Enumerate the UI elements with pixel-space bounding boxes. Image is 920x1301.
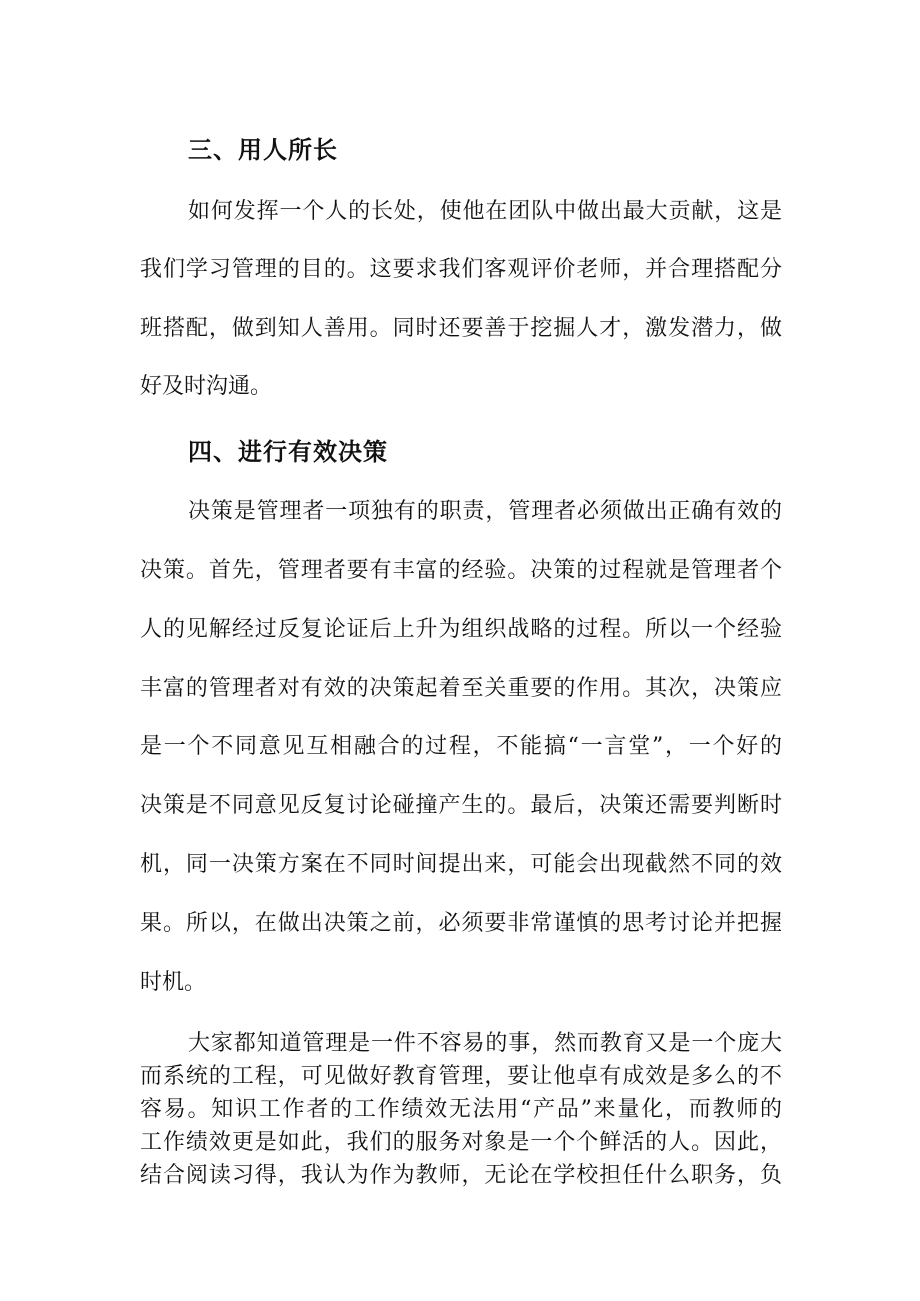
closing-paragraph-line: 容易。知识工作者的工作绩效无法用“产品”来量化，而教师的 bbox=[140, 1097, 782, 1122]
paragraph-line: 如何发挥一个人的长处，使他在团队中做出最大贡献，这是 bbox=[188, 199, 782, 224]
paragraph-line: 是一个不同意见互相融合的过程，不能搞“一言堂”，一个好的 bbox=[140, 734, 782, 759]
paragraph-line: 我们学习管理的目的。这要求我们客观评价老师，并合理搭配分 bbox=[140, 257, 782, 282]
paragraph-line: 好及时沟通。 bbox=[140, 374, 273, 399]
closing-paragraph-line: 大家都知道管理是一件不容易的事，然而教育又是一个庞大 bbox=[188, 1031, 782, 1056]
paragraph-line: 果。所以，在做出决策之前，必须要非常谨慎的思考讨论并把握 bbox=[140, 911, 782, 936]
paragraph-line: 人的见解经过反复论证后上升为组织战略的过程。所以一个经验 bbox=[140, 617, 782, 642]
paragraph-line: 时机。 bbox=[140, 970, 207, 995]
closing-paragraph-line: 结合阅读习得，我认为作为教师，无论在学校担任什么职务，负 bbox=[140, 1163, 782, 1188]
closing-paragraph-line: 工作绩效更是如此，我们的服务对象是一个个鲜活的人。因此， bbox=[140, 1130, 782, 1155]
paragraph-line: 决策是管理者一项独有的职责，管理者必须做出正确有效的 bbox=[188, 499, 782, 524]
paragraph-line: 决策。首先，管理者要有丰富的经验。决策的过程就是管理者个 bbox=[140, 558, 782, 583]
section-heading-4: 四、进行有效决策 bbox=[188, 438, 388, 466]
paragraph-line: 决策是不同意见反复讨论碰撞产生的。最后，决策还需要判断时 bbox=[140, 793, 782, 818]
paragraph-line: 丰富的管理者对有效的决策起着至关重要的作用。其次，决策应 bbox=[140, 676, 782, 701]
section-heading-3: 三、用人所长 bbox=[188, 136, 338, 164]
paragraph-line: 机，同一决策方案在不同时间提出来，可能会出现截然不同的效 bbox=[140, 852, 782, 877]
paragraph-line: 班搭配，做到知人善用。同时还要善于挖掘人才，激发潜力，做 bbox=[140, 316, 782, 341]
closing-paragraph-line: 而系统的工程，可见做好教育管理，要让他卓有成效是多么的不 bbox=[140, 1064, 782, 1089]
